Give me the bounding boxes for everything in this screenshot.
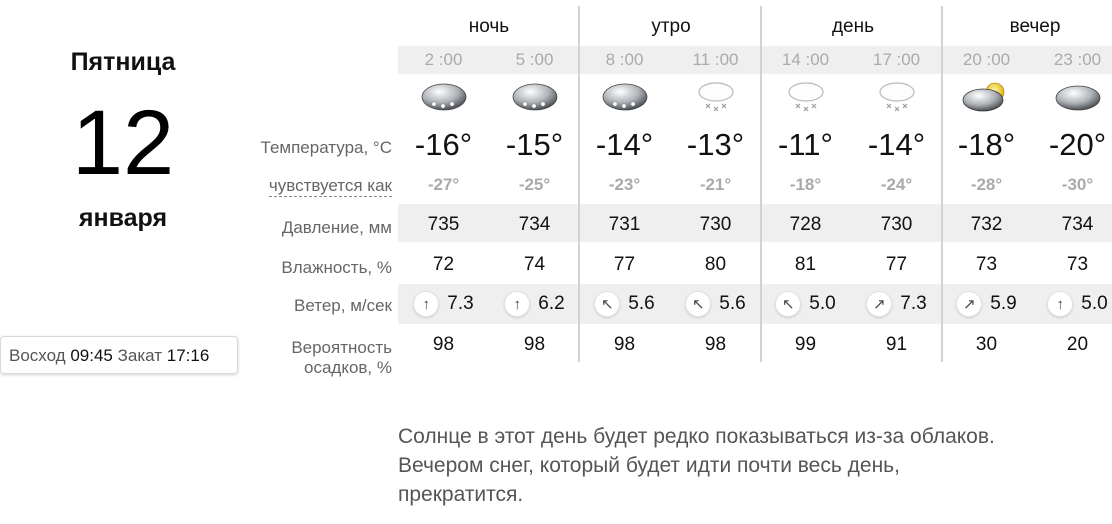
humidity-value: 80	[704, 254, 727, 275]
wind-speed-value: 5.9	[990, 293, 1017, 314]
weather-icon-cell	[1032, 78, 1112, 118]
cloud-snow-icon	[420, 78, 468, 118]
day-number: 12	[71, 92, 175, 194]
wind-direction-icon: ↑	[413, 291, 439, 317]
wind-cell	[941, 290, 1032, 318]
period-evening: вечер	[1009, 16, 1061, 37]
temperature-value: -13°	[686, 127, 745, 162]
humidity-value: 81	[794, 254, 817, 275]
forecast-grid	[398, 0, 1112, 370]
humidity-value: 77	[885, 254, 908, 275]
precipitation-value: 98	[613, 334, 636, 355]
sunset-label: Закат	[117, 346, 163, 365]
description-line2: Вечером снег, который будет идти почти весь день,	[398, 454, 900, 477]
humidity-label: Влажность, %	[281, 258, 392, 277]
wind-direction-icon: ↖	[685, 291, 711, 317]
wind-direction-icon: ↑	[1047, 291, 1073, 317]
precipitation-value: 98	[523, 334, 546, 355]
temperature-value: -14°	[867, 127, 926, 162]
wind-direction-icon: ↑	[504, 291, 530, 317]
wind-direction-icon: ↗	[866, 291, 892, 317]
weather-icon-cell	[579, 78, 670, 118]
humidity-value: 74	[523, 254, 546, 275]
wind-speed-value: 7.3	[447, 293, 474, 314]
wind-cell	[760, 290, 851, 318]
wind-cell	[489, 290, 580, 318]
forecast-time: 2 :00	[424, 50, 463, 69]
pressure-value: 735	[427, 214, 460, 235]
temperature-value: -16°	[414, 127, 473, 162]
forecast-time: 20 :00	[962, 50, 1011, 69]
feels-like-value: -18°	[789, 175, 822, 194]
precipitation-value: 98	[432, 334, 455, 355]
wind-cell	[851, 290, 942, 318]
period-night: ночь	[468, 16, 510, 37]
temperature-value: -11°	[778, 127, 833, 162]
feels-like-value: -24°	[880, 175, 913, 194]
cloud-snow-icon	[511, 78, 559, 118]
light-snow-icon	[873, 78, 921, 118]
humidity-value: 72	[432, 254, 455, 275]
pressure-value: 732	[970, 214, 1003, 235]
wind-cell	[398, 290, 489, 318]
forecast-description	[398, 422, 1108, 509]
feels-like-value: -27°	[427, 175, 460, 194]
period-morning: утро	[651, 16, 691, 37]
temperature-value: -18°	[957, 127, 1016, 162]
precipitation-value: 99	[794, 334, 817, 355]
forecast-time: 14 :00	[781, 50, 830, 69]
precipitation-value: 98	[704, 334, 727, 355]
pressure-label: Давление, мм	[281, 218, 392, 237]
forecast-time: 23 :00	[1053, 50, 1102, 69]
cloud-icon	[1054, 78, 1102, 118]
light-snow-icon	[692, 78, 740, 118]
wind-cell	[579, 290, 670, 318]
sun-times-box	[0, 336, 238, 374]
forecast-time: 17 :00	[872, 50, 921, 69]
feels-like-value: -28°	[970, 175, 1003, 194]
forecast-time: 5 :00	[515, 50, 554, 69]
day-name: Пятница	[70, 48, 176, 76]
cloud-moon-icon	[961, 78, 1013, 118]
sunrise-time: 09:45	[70, 346, 113, 365]
temperature-value: -14°	[595, 127, 654, 162]
precipitation-label	[230, 338, 392, 378]
forecast-time: 11 :00	[692, 50, 739, 69]
wind-direction-icon: ↖	[775, 291, 801, 317]
feels-like-label[interactable]: чувствуется как	[268, 176, 392, 195]
wind-direction-icon: ↗	[956, 291, 982, 317]
feels-like-value: -21°	[699, 175, 732, 194]
weather-icon-cell	[398, 78, 489, 118]
weather-icon-cell	[670, 78, 761, 118]
sunset-time: 17:16	[166, 346, 210, 365]
wind-speed-value: 5.6	[628, 293, 655, 314]
temperature-value: -20°	[1048, 127, 1107, 162]
weather-icon-cell	[941, 78, 1032, 118]
description-line3: прекратится.	[398, 483, 524, 506]
pressure-value: 730	[880, 214, 913, 235]
humidity-value: 73	[1066, 254, 1089, 275]
sunrise-label: Восход	[9, 346, 66, 365]
wind-speed-value: 5.6	[719, 293, 746, 314]
weather-icon-cell	[489, 78, 580, 118]
feels-like-value: -25°	[518, 175, 551, 194]
feels-like-value: -23°	[608, 175, 641, 194]
humidity-value: 73	[975, 254, 998, 275]
feels-like-value: -30°	[1061, 175, 1094, 194]
precipitation-value: 30	[975, 334, 998, 355]
wind-label: Ветер, м/сек	[294, 296, 392, 315]
humidity-value: 77	[613, 254, 636, 275]
light-snow-icon	[782, 78, 830, 118]
pressure-value: 731	[608, 214, 641, 235]
temperature-value: -15°	[505, 127, 564, 162]
cloud-snow-icon	[601, 78, 649, 118]
precipitation-label-line1: Вероятность	[291, 338, 392, 357]
pressure-value: 728	[789, 214, 822, 235]
month-name: января	[78, 204, 168, 232]
pressure-value: 734	[518, 214, 551, 235]
precipitation-value: 91	[885, 334, 908, 355]
wind-speed-value: 6.2	[538, 293, 565, 314]
wind-speed-value: 5.0	[809, 293, 836, 314]
pressure-value: 730	[699, 214, 732, 235]
precipitation-value: 20	[1066, 334, 1089, 355]
wind-direction-icon: ↖	[594, 291, 620, 317]
wind-speed-value: 7.3	[900, 293, 927, 314]
weather-icon-cell	[851, 78, 942, 118]
wind-cell	[670, 290, 761, 318]
wind-cell	[1032, 290, 1112, 318]
pressure-value: 734	[1061, 214, 1094, 235]
period-day: день	[831, 16, 875, 37]
forecast-time: 8 :00	[605, 50, 644, 69]
wind-speed-value: 5.0	[1081, 293, 1108, 314]
temperature-label: Температура, °C	[260, 138, 392, 157]
precipitation-label-line2: осадков, %	[303, 358, 392, 377]
weather-icon-cell	[760, 78, 851, 118]
description-line1: Солнце в этот день будет редко показываться из-за облаков.	[398, 425, 995, 448]
